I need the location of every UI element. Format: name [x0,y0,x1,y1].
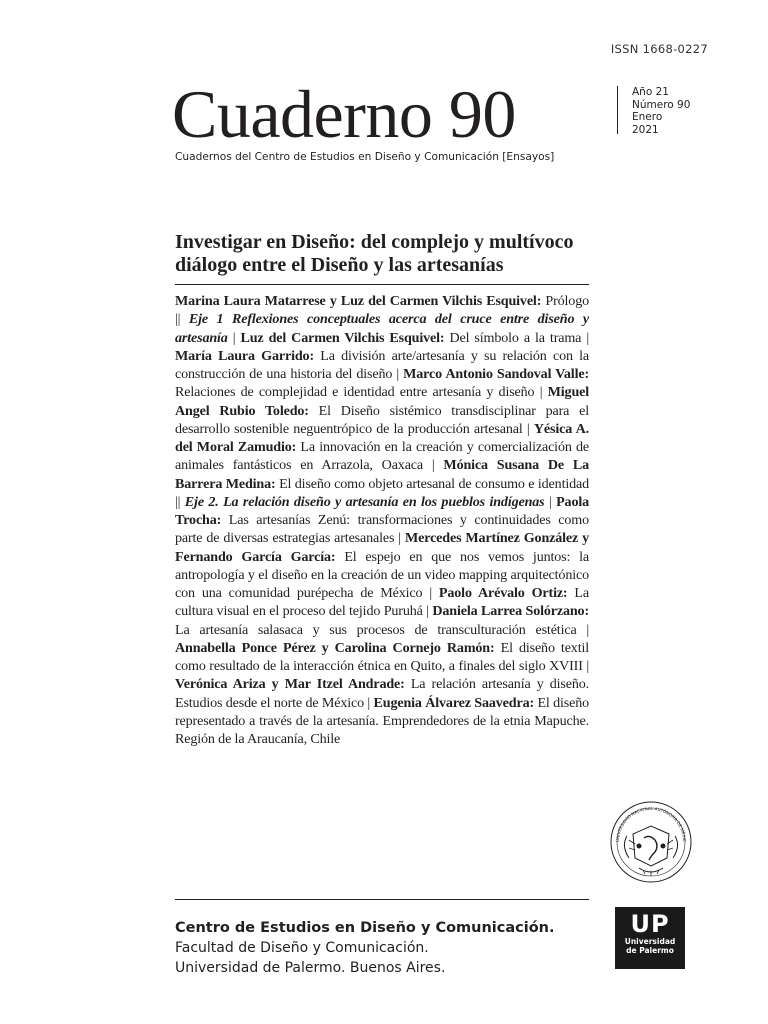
publisher-faculty: Facultad de Diseño y Comunicación. [175,940,429,956]
issue-meta [632,86,690,136]
issue-year: Año 21 [632,86,669,98]
toc-text: | [544,493,557,510]
toc-author: Eugenia Álvarez Saavedra: [373,694,535,711]
toc-author: Mercedes Martínez González y Fernando García García: [175,530,589,565]
toc-section-heading: Eje 2. La relación diseño y artesanía en los pueblos indígenas [184,493,545,510]
toc-author: María Laura Garrido: [175,347,314,364]
toc-text: La artesanía salasaca y sus procesos de transculturación estética | [175,621,589,638]
publisher-center: Centro de Estudios en Diseño y Comunicación. [175,920,555,936]
unam-seal-text: UNIVERSIDAD NACIONAL AUTÓNOMA DE MÉXIC [614,805,688,843]
toc-author: Miguel Angel Rubio Toledo: [175,384,589,419]
up-logo [615,907,685,969]
unam-seal-logo [609,800,693,884]
issn: ISSN 1668-0227 [610,42,708,56]
toc-text: El diseño representado a través de la artesanía. Emprendedores de la etnia Mapuche. Región de la Araucanía, Chile [175,694,589,747]
publisher-university: Universidad de Palermo. Buenos Aires. [175,960,446,976]
toc-author: Annabella Ponce Pérez y Carolina Cornejo Ramón: [175,639,495,656]
toc-text: El espejo en que nos vemos juntos: la antropología y el diseño en la creación de un video mapping arquitectónico con una comunidad purépecha de México | [175,548,589,601]
toc-text: Relaciones de complejidad e identidad entre artesanía y diseño | [175,384,548,401]
toc-text: Las artesanías Zenú: transformaciones y continuidades como parte de diversas estrategias artesanales | [175,512,589,547]
toc-author: Verónica Ariza y Mar Itzel Andrade: [175,676,405,693]
table-of-contents [175,292,589,748]
journal-subtitle: Cuadernos del Centro de Estudios en Diseño y Comunicación [Ensayos] [175,151,555,163]
title-divider [617,86,618,134]
issue-title: Investigar en Diseño: del complejo y multívoco diálogo entre el Diseño y las artesanías [175,231,574,276]
footer-rule [175,899,589,900]
toc-text: La relación artesanía y diseño. Estudios desde el norte de México | [175,676,589,711]
up-logo-initials: UP [630,910,670,938]
toc-text: Del símbolo a la trama | [444,329,589,346]
toc-author: Mónica Susana De La Barrera Medina: [175,457,589,492]
toc-text: El diseño textil como resultado de la interacción étnica en Quito, a finales del siglo XVIII | [175,639,589,674]
toc-author: Daniela Larrea Solórzano: [432,603,589,620]
issue-month: Enero [632,111,663,123]
toc-author: Marco Antonio Sandoval Valle: [403,366,589,382]
toc-text: Prólogo || [175,293,589,328]
toc-author: Paolo Arévalo Ortiz: [438,585,568,601]
toc-author: Yésica A. del Moral Zamudio: [175,420,590,455]
toc-text: El diseño como objeto artesanal de consumo e identidad || [175,475,589,510]
toc-text: La división arte/artesanía y su relación con la construcción de una historia del diseño | [175,347,589,382]
journal-title: Cuaderno 90 [172,76,516,152]
toc-text: La innovación en la creación y comercialización de animales fantásticos en Arrazola, Oaxaca | [175,439,589,474]
toc-text: La cultura visual en el proceso del tejido Puruhá | [175,585,589,620]
issue-date-year: 2021 [632,123,659,136]
toc-text: | [227,329,241,346]
toc-author: Marina Laura Matarrese y Luz del Carmen Vilchis Esquivel: [175,293,542,309]
up-logo-line1: Universidad [624,937,676,946]
toc-author: Luz del Carmen Vilchis Esquivel: [240,329,445,346]
title-rule [175,284,589,285]
toc-section-heading: Eje 1 Reflexiones conceptuales acerca del cruce entre diseño y artesanía [175,311,589,346]
toc-text: El Diseño sistémico transdisciplinar para el desarrollo sostenible neguentrópico de la producción artesanal | [175,402,589,437]
up-logo-line2: de Palermo [626,946,674,955]
issue-number: Número 90 [632,98,691,111]
toc-author: Paola Trocha: [175,493,590,528]
